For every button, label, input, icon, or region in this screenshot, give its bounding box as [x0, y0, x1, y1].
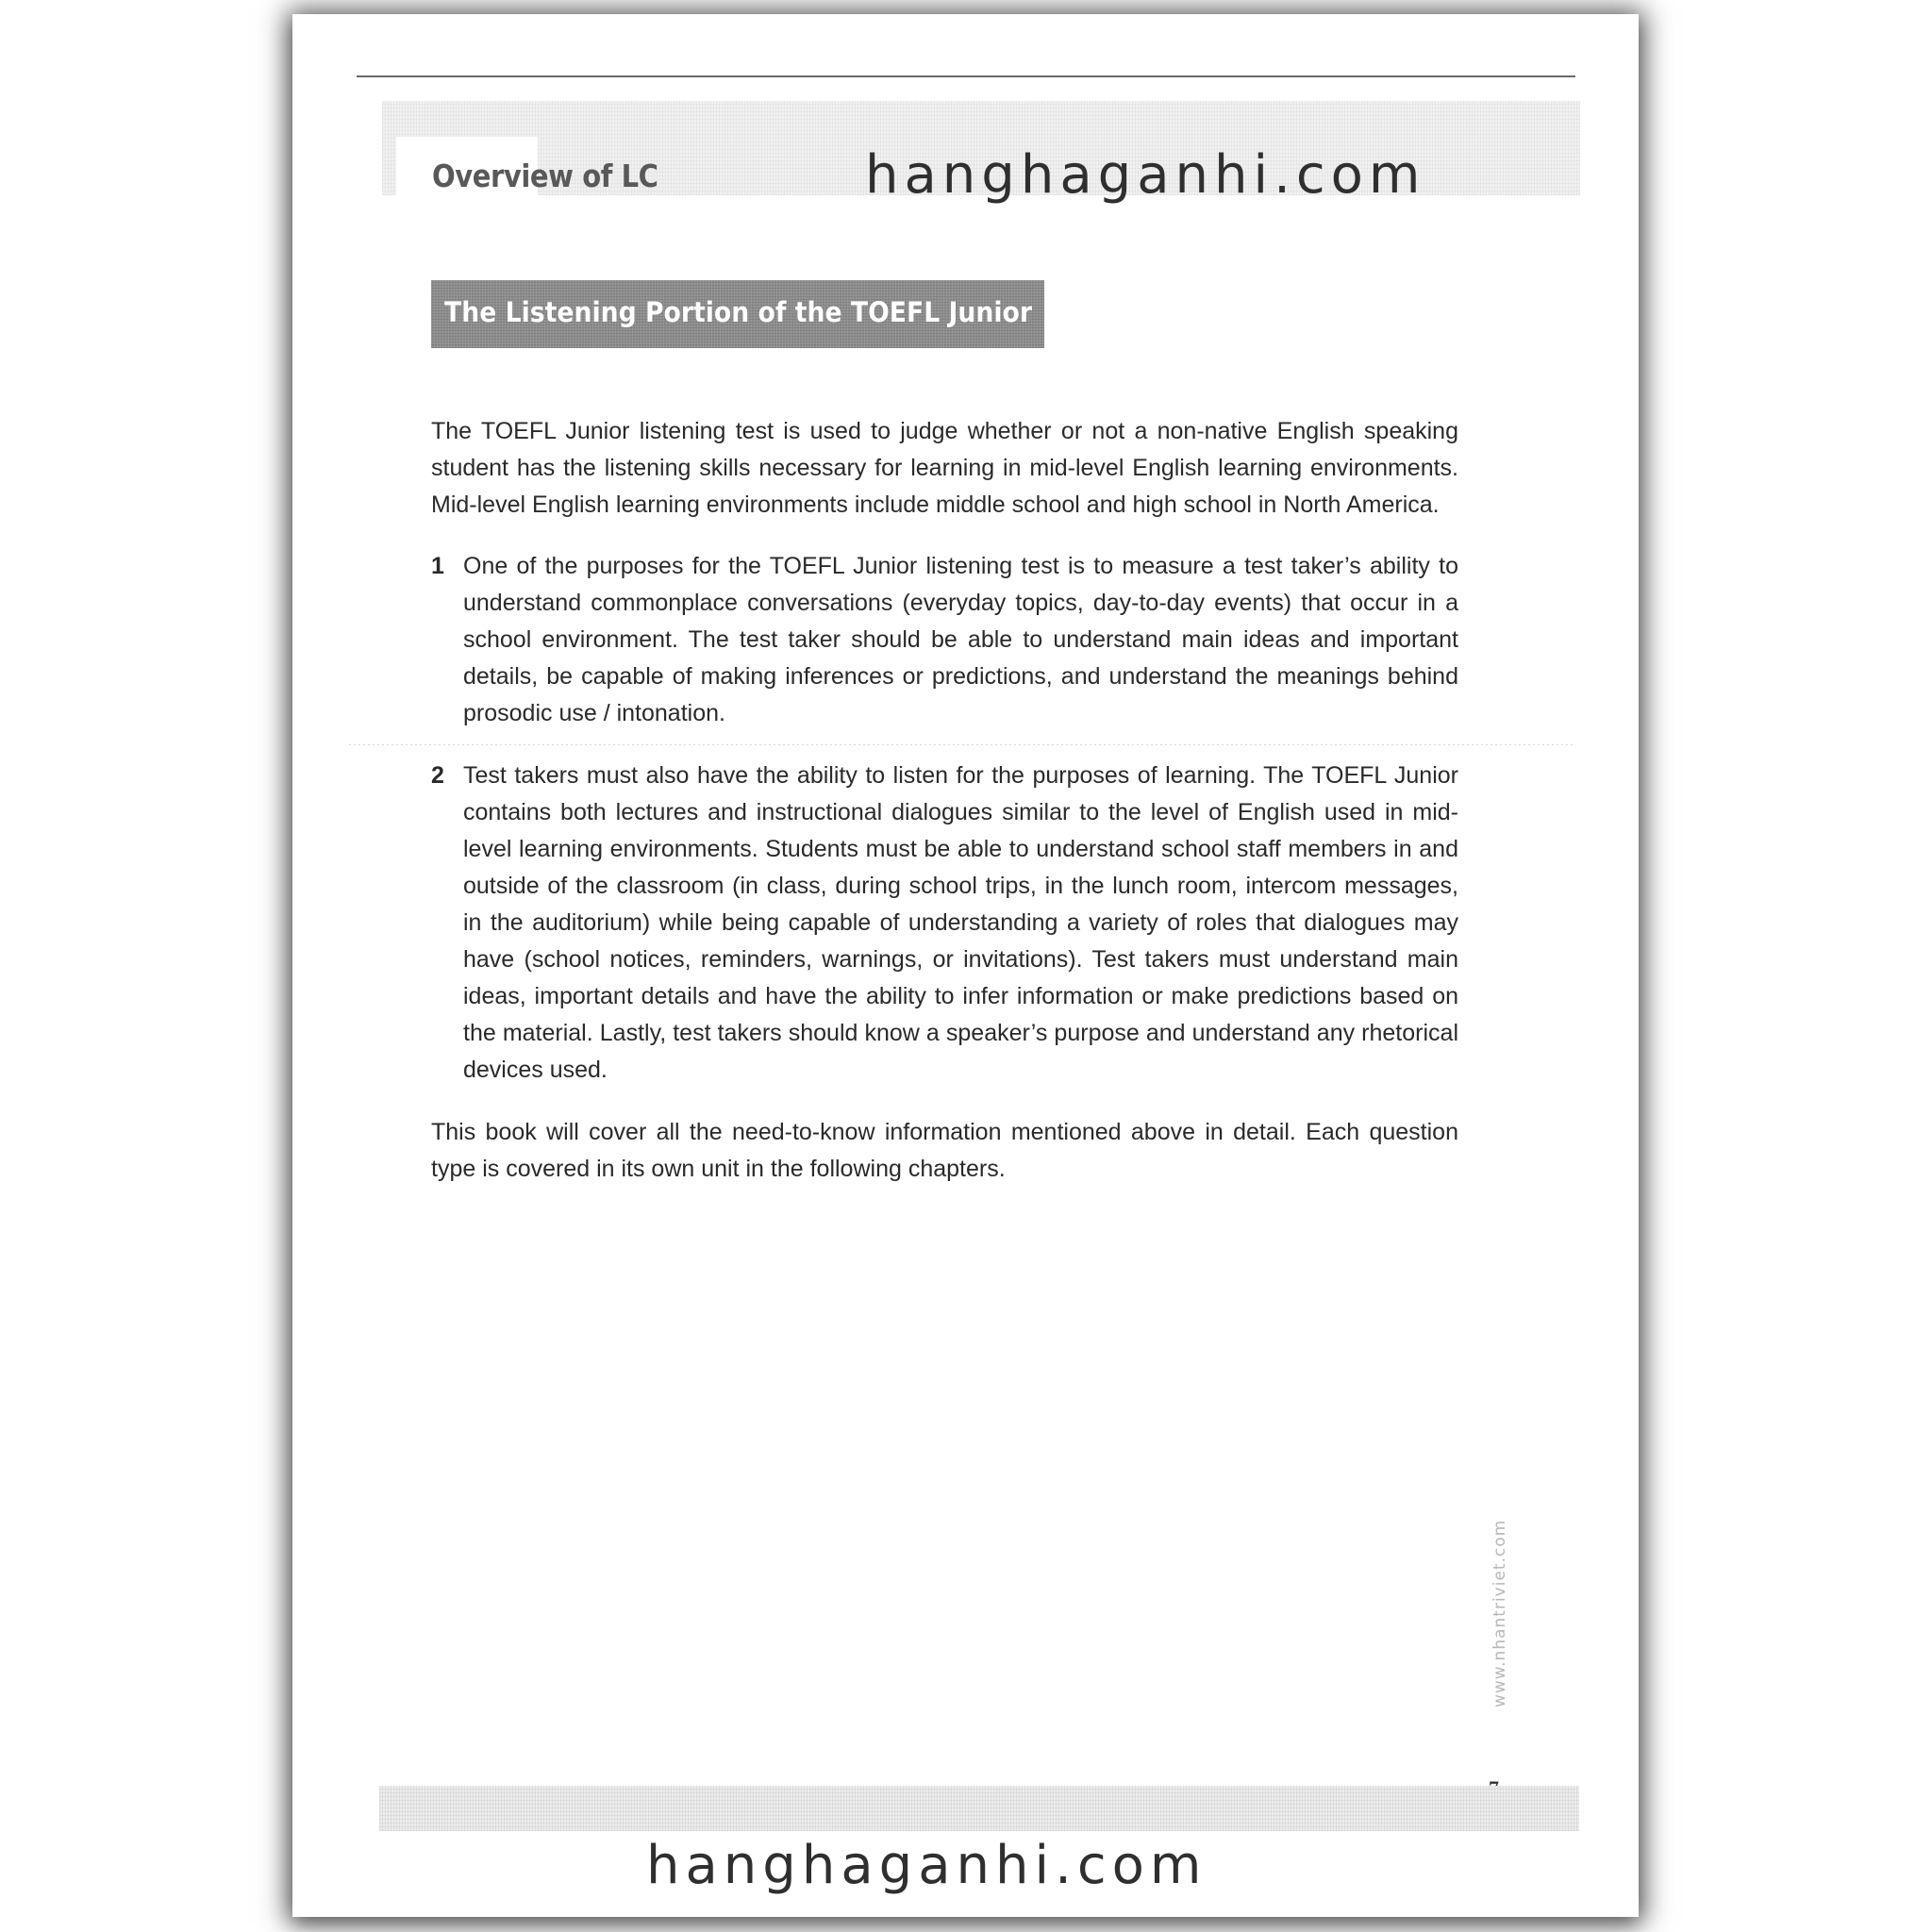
list-item-text: One of the purposes for the TOEFL Junior listening test is to measure a test taker’s ability to understand commonplace conversations (everyday topics, day-to-day events) that occur in a school environment. The test taker should be able to understand main ideas and important details, be capable of making inferences or predictions, and understand the meanings behind prosodic use / intonation.: [463, 553, 1458, 726]
document-page: [292, 14, 1639, 1917]
closing-paragraph: This book will cover all the need-to-know information mentioned above in detail. Each question type is covered in its own unit in the following chapters.: [431, 1119, 1458, 1182]
watermark-bottom: hanghaganhi.com: [646, 1835, 1208, 1896]
header-rule: [357, 75, 1575, 77]
intro-paragraph: The TOEFL Junior listening test is used to judge whether or not a non-native English speaking student has the listening skills necessary for learning in mid-level English learning environments. Mid-level English learning environments include middle school and high school in North America.: [431, 418, 1458, 518]
footer-texture-band: [379, 1786, 1579, 1831]
watermark-top: hanghaganhi.com: [865, 144, 1426, 206]
list-item-number: 2: [431, 762, 444, 789]
side-url-watermark: www.nhantriviet.com: [1491, 1519, 1509, 1707]
section-heading: The Listening Portion of the TOEFL Junior: [444, 296, 1033, 328]
list-item-number: 1: [431, 553, 444, 579]
section-title: Overview of LC: [432, 158, 658, 194]
section-heading-box: [431, 280, 1044, 348]
list-item-text: Test takers must also have the ability to listen for the purposes of learning. The TOEFL Junior contains both lectures and instructional dialogues similar to the level of English used in mid-level learning environments. Students must be able to understand school staff members in and outside of the classroom (in class, during school trips, in the lunch room, intercom messages, in the auditorium) while being capable of understanding a variety of roles that dialogues may have (school notices, reminders, warnings, or invitations). Test takers must understand main ideas, important details and have the ability to infer information or make predictions based on the material. Lastly, test takers should know a speaker’s purpose and understand any rhetorical devices used.: [463, 762, 1458, 1083]
list-item: [431, 548, 1458, 732]
body-text: [431, 413, 1458, 1188]
list-item: [431, 758, 1458, 1089]
